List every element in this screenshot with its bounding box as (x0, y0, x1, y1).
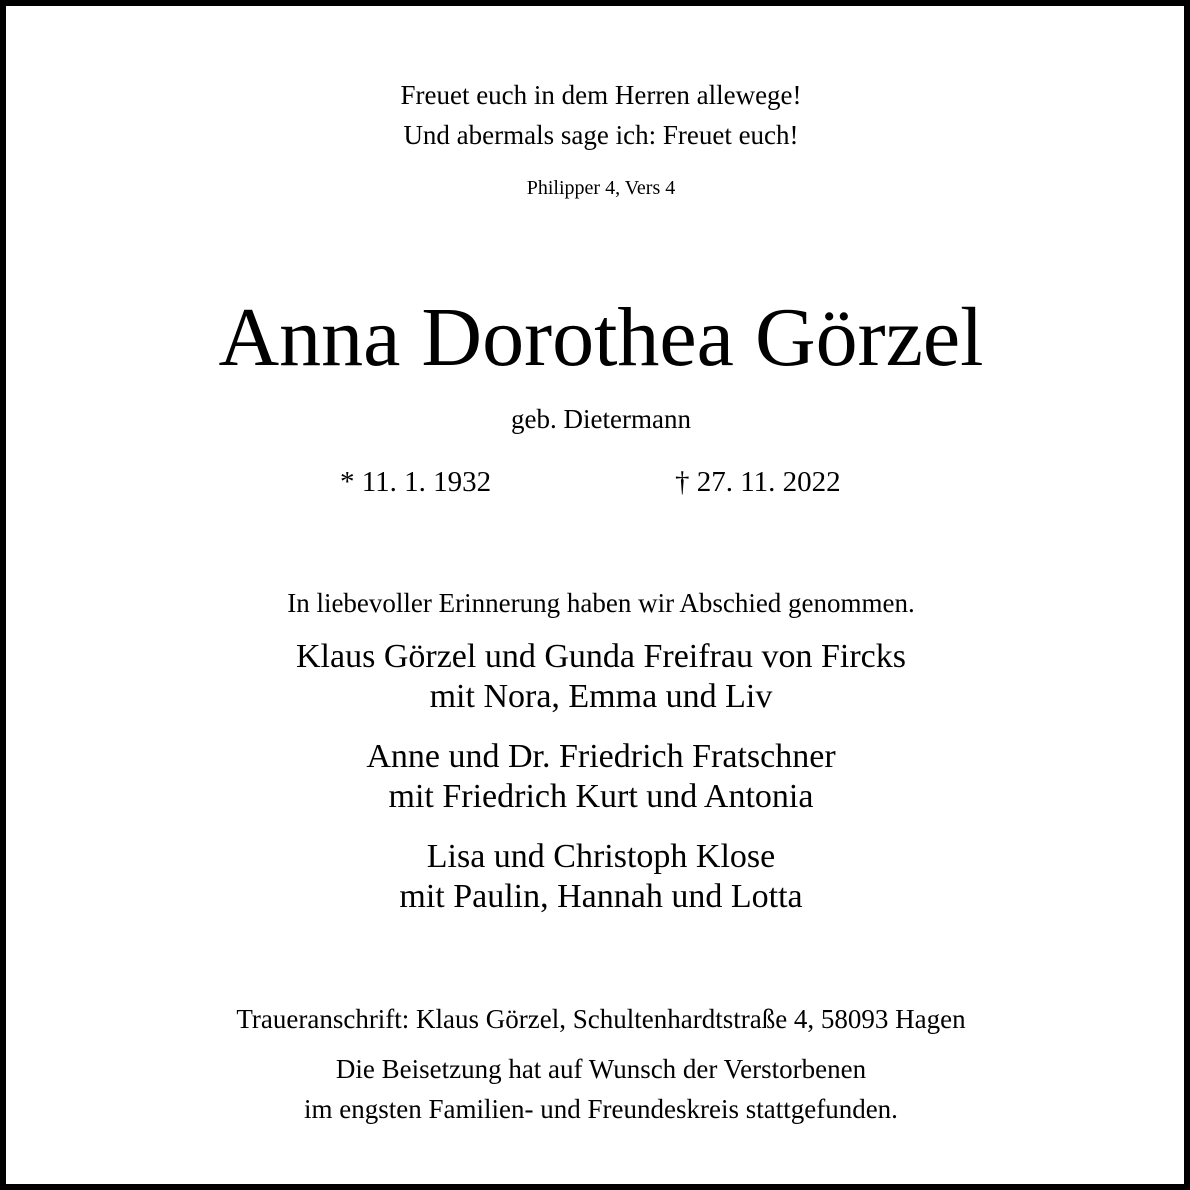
family-2-line-2: mit Friedrich Kurt und Antonia (388, 778, 814, 815)
mourning-address: Traueranschrift: Klaus Görzel, Schultenhardtstraße 4, 58093 Hagen (236, 1004, 966, 1034)
burial-note-line-2: im engsten Familien- und Freundeskreis stattgefunden. (304, 1094, 898, 1124)
family-3-line-1: Lisa und Christoph Klose (426, 838, 776, 875)
verse-line-2: Und abermals sage ich: Freuet euch! (403, 120, 799, 150)
deceased-name: Anna Dorothea Görzel (218, 291, 984, 384)
birth-date: * 11. 1. 1932 (340, 466, 492, 498)
burial-note-line-1: Die Beisetzung hat auf Wunsch der Verstorbenen (335, 1054, 867, 1084)
verse-line-1: Freuet euch in dem Herren allewege! (400, 80, 802, 110)
death-date: † 27. 11. 2022 (675, 466, 841, 498)
verse-reference: Philipper 4, Vers 4 (526, 177, 676, 199)
family-1-line-1: Klaus Görzel und Gunda Freifrau von Fircks (296, 638, 906, 675)
family-3-line-2: mit Paulin, Hannah und Lotta (399, 878, 803, 915)
mourners-intro: In liebevoller Erinnerung haben wir Abschied genommen. (287, 588, 915, 618)
family-1-line-2: mit Nora, Emma und Liv (429, 678, 773, 715)
maiden-name: geb. Dietermann (511, 404, 691, 434)
family-2-line-1: Anne und Dr. Friedrich Fratschner (366, 738, 836, 775)
